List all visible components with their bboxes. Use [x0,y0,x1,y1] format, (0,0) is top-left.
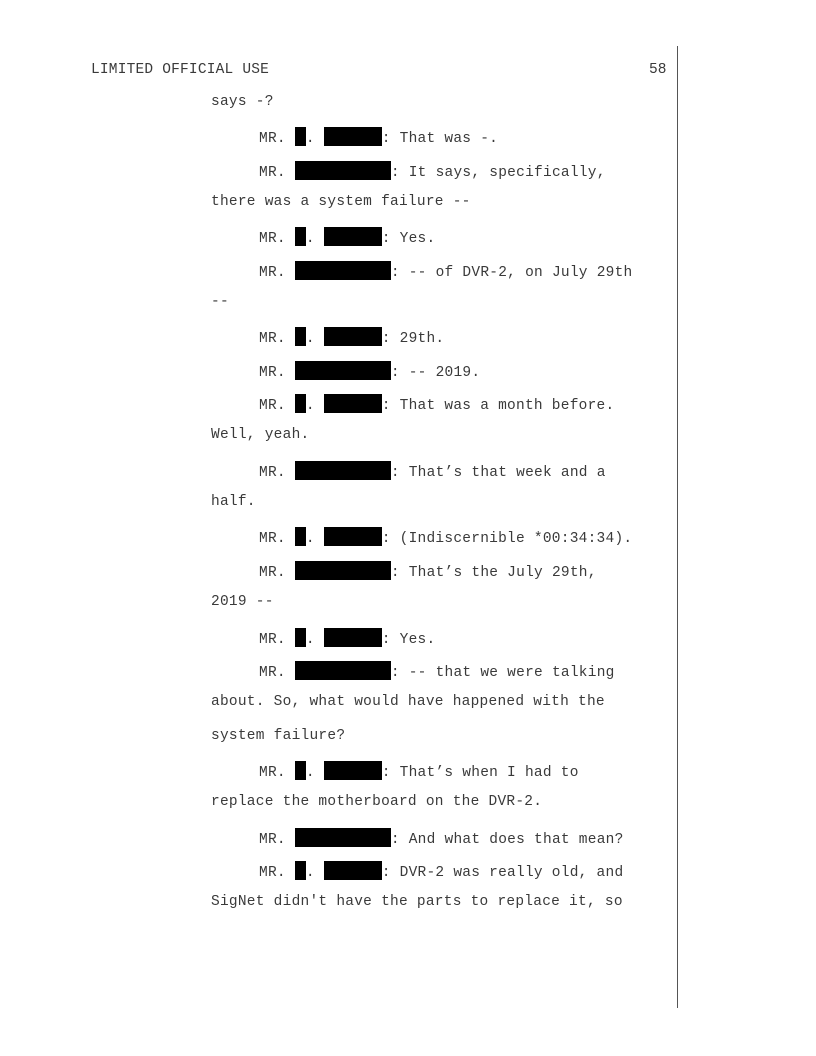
transcript-line [0,120,676,153]
transcript-line [0,454,676,487]
redaction-bar [295,828,391,847]
speaker-prefix: MR. [259,764,286,781]
page-number: 58 [649,62,667,78]
right-margin-rule [677,46,678,1008]
line-content: That’s that week and a [408,464,606,481]
transcript-line [0,554,676,587]
transcript-line [0,420,676,453]
line-text [211,427,309,443]
redaction-bar [324,527,382,546]
line-content: DVR-2 was really old, and [399,864,624,881]
line-content: Yes. [399,231,436,248]
transcript-line [0,387,676,420]
line-text [211,894,623,910]
speaker-prefix: MR. [259,531,286,548]
redaction-bar [295,527,306,546]
line-text: MR. . : (Indiscernible *00:34:34). [259,527,632,547]
transcript-line [0,320,676,353]
speaker-prefix: MR. [259,398,286,415]
line-text: MR. . : 29th. [259,327,444,347]
speaker-prefix: MR. [259,331,286,348]
line-content: there was a system failure -- [211,194,471,211]
transcript-line [0,220,676,253]
line-content: says -? [211,94,274,110]
line-text: MR. : That’s the July 29th, [259,561,597,581]
line-content: That’s the July 29th, [408,564,597,581]
line-text [211,94,274,110]
redaction-bar [295,361,391,380]
transcript-line [0,87,676,120]
redaction-bar [324,394,382,413]
line-text [211,728,345,744]
line-content: 29th. [399,331,445,348]
line-text: MR. : And what does that mean? [259,828,624,848]
transcript-line [0,520,676,553]
redaction-bar [324,327,382,346]
line-text: MR. : That’s that week and a [259,461,606,481]
line-content: about. So, what would have happened with the [211,694,605,711]
line-text: MR. : -- that we were talking [259,661,615,681]
speaker-prefix: MR. [259,864,286,881]
line-text: MR. . : That was a month before. [259,394,614,414]
transcript-line [0,187,676,220]
line-content: It says, specifically, [408,164,606,181]
speaker-prefix: MR. [259,831,286,848]
transcript-line [0,654,676,687]
line-content: Well, yeah. [211,427,310,444]
speaker-prefix: MR. [259,364,286,381]
line-content: -- of DVR-2, on July 29th [408,264,633,281]
transcript-line [0,854,676,887]
redaction-bar [295,261,391,280]
line-text [211,294,229,310]
speaker-prefix: MR. [259,264,286,281]
redaction-bar [295,661,391,680]
line-text [211,594,274,610]
redaction-bar [295,327,306,346]
line-text [211,194,471,210]
line-content: SigNet didn't have the parts to replace it, so [211,894,623,911]
header-classification: LIMITED OFFICIAL USE [91,62,270,78]
line-text [211,494,256,510]
transcript-line [0,254,676,287]
line-text: MR. : -- of DVR-2, on July 29th [259,261,633,281]
line-text: MR. . : Yes. [259,628,435,648]
line-content: half. [211,494,256,511]
line-content: system failure? [211,727,346,744]
redaction-bar [295,127,306,146]
line-content: replace the motherboard on the DVR-2. [211,794,543,811]
speaker-prefix: MR. [259,231,286,248]
line-content: That was -. [399,131,499,148]
transcript-line [0,887,676,920]
line-content: -- [211,294,229,311]
redaction-bar [324,761,382,780]
redaction-bar [324,227,382,246]
line-content: That’s when I had to [399,764,579,781]
line-content: And what does that mean? [408,831,624,848]
transcript-line [0,487,676,520]
line-text: MR. : It says, specifically, [259,161,606,181]
transcript-line [0,287,676,320]
speaker-prefix: MR. [259,131,286,148]
transcript-line [0,787,676,820]
redaction-bar [295,628,306,647]
line-content: -- that we were talking [408,664,615,681]
speaker-prefix: MR. [259,564,286,581]
redaction-bar [324,127,382,146]
redaction-bar [295,561,391,580]
redaction-bar [295,161,391,180]
line-text [211,694,605,710]
speaker-prefix: MR. [259,164,286,181]
redaction-bar [295,227,306,246]
line-text: MR. . : DVR-2 was really old, and [259,861,623,881]
line-content: 2019 -- [211,594,274,611]
transcript-lines [0,87,676,921]
redaction-bar [295,394,306,413]
redaction-bar [295,761,306,780]
transcript-line [0,821,676,854]
speaker-prefix: MR. [259,464,286,481]
transcript-line [0,754,676,787]
redaction-bar [324,628,382,647]
line-text: MR. : -- 2019. [259,361,480,381]
line-text: MR. . : Yes. [259,227,435,247]
line-text: MR. . : That’s when I had to [259,761,579,781]
transcript-line [0,621,676,654]
transcript-line [0,354,676,387]
line-content: -- 2019. [408,364,481,381]
line-content: Yes. [399,631,436,648]
redaction-bar [324,861,382,880]
line-text: MR. . : That was -. [259,127,498,147]
redaction-bar [295,861,306,880]
transcript-line [0,721,676,754]
transcript-line [0,587,676,620]
speaker-prefix: MR. [259,664,286,681]
line-content: (Indiscernible *00:34:34). [399,531,633,548]
redaction-bar [295,461,391,480]
line-content: That was a month before. [399,398,615,415]
line-text [211,794,542,810]
speaker-prefix: MR. [259,631,286,648]
transcript-line [0,687,676,720]
transcript-line [0,154,676,187]
